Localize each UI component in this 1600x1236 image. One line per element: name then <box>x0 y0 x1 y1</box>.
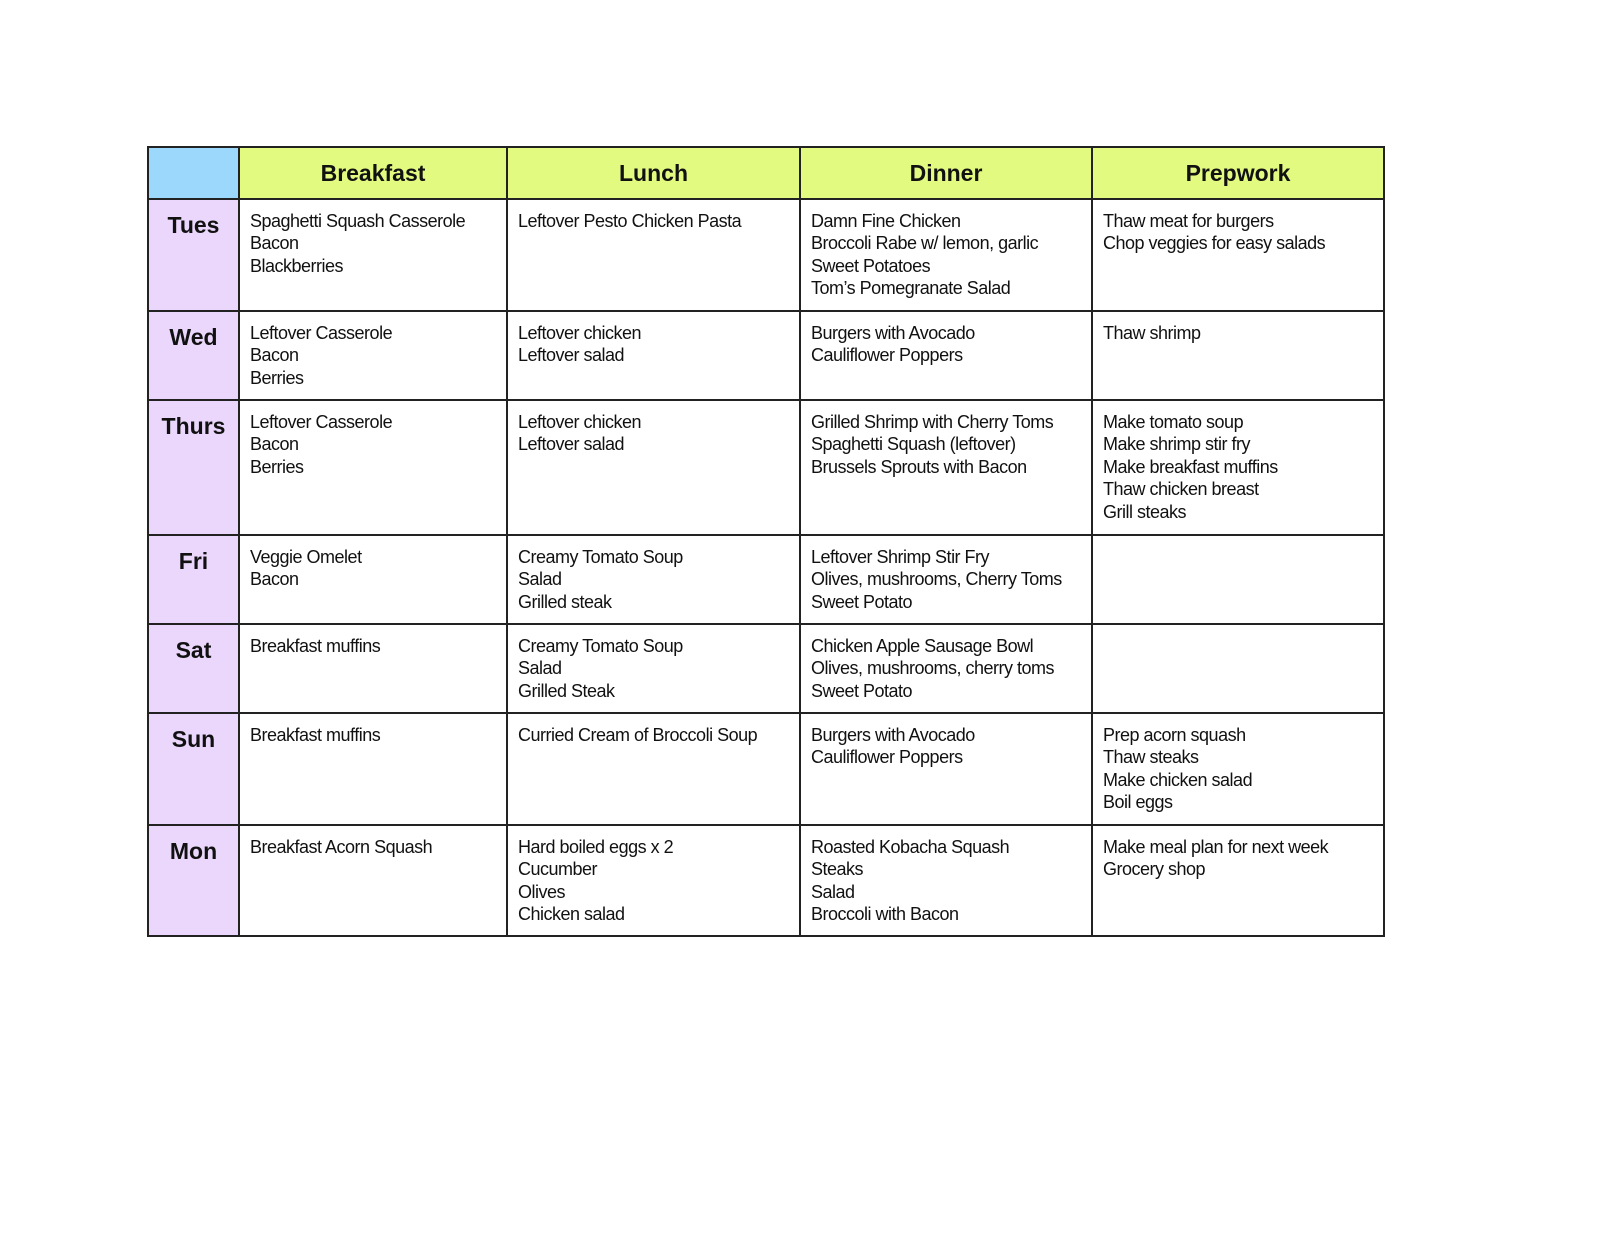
day-label: Wed <box>148 311 239 400</box>
breakfast-item: Leftover Casserole <box>250 323 393 343</box>
lunch-item: Grilled Steak <box>518 680 615 701</box>
dinner-cell <box>800 713 1092 825</box>
dinner-item: Olives, mushrooms, cherry toms <box>811 658 1055 679</box>
lunch-item: Creamy Tomato Soup <box>518 547 683 567</box>
dinner-item: Steaks <box>811 859 864 880</box>
prepwork-item: Make chicken salad <box>1103 769 1253 790</box>
dinner-item: Sweet Potatoes <box>811 255 931 276</box>
prepwork-item: Thaw shrimp <box>1103 323 1201 343</box>
breakfast-cell <box>239 400 507 535</box>
prepwork-cell <box>1092 624 1384 713</box>
dinner-item: Grilled Shrimp with Cherry Toms <box>811 412 1054 432</box>
prepwork-item: Grill steaks <box>1103 501 1187 522</box>
lunch-item: Salad <box>518 658 562 679</box>
prepwork-cell <box>1092 311 1384 400</box>
breakfast-item: Bacon <box>250 434 299 455</box>
breakfast-item: Bacon <box>250 345 299 366</box>
lunch-cell <box>507 624 800 713</box>
lunch-item: Salad <box>518 569 562 590</box>
lunch-cell <box>507 825 800 936</box>
dinner-item: Olives, mushrooms, Cherry Toms <box>811 569 1062 590</box>
prepwork-item: Make meal plan for next week <box>1103 837 1329 857</box>
breakfast-item: Breakfast Acorn Squash <box>250 837 433 857</box>
prepwork-cell <box>1092 825 1384 936</box>
dinner-item: Broccoli Rabe w/ lemon, garlic <box>811 233 1039 254</box>
breakfast-cell <box>239 535 507 624</box>
dinner-cell <box>800 199 1092 311</box>
lunch-item: Grilled steak <box>518 591 612 612</box>
header-lunch: Lunch <box>507 147 800 199</box>
dinner-item: Leftover Shrimp Stir Fry <box>811 547 990 567</box>
dinner-item: Spaghetti Squash (leftover) <box>811 434 1016 455</box>
dinner-cell <box>800 400 1092 535</box>
dinner-cell <box>800 311 1092 400</box>
breakfast-item: Blackberries <box>250 255 344 276</box>
meal-plan-table <box>147 146 1385 937</box>
breakfast-item: Berries <box>250 367 304 388</box>
lunch-item: Creamy Tomato Soup <box>518 636 683 656</box>
table-row <box>148 624 1384 713</box>
dinner-item: Brussels Sprouts with Bacon <box>811 456 1027 477</box>
prepwork-item: Thaw steaks <box>1103 747 1199 768</box>
dinner-item: Damn Fine Chicken <box>811 211 961 231</box>
table-row <box>148 825 1384 936</box>
prepwork-item: Boil eggs <box>1103 792 1173 813</box>
prepwork-item: Prep acorn squash <box>1103 725 1246 745</box>
breakfast-cell <box>239 199 507 311</box>
dinner-item: Tom’s Pomegranate Salad <box>811 278 1011 299</box>
header-breakfast: Breakfast <box>239 147 507 199</box>
prepwork-item: Grocery shop <box>1103 859 1206 880</box>
dinner-item: Salad <box>811 881 855 902</box>
breakfast-item: Veggie Omelet <box>250 547 362 567</box>
lunch-item: Olives <box>518 881 566 902</box>
day-label: Mon <box>148 825 239 936</box>
corner-cell <box>148 147 239 199</box>
day-label: Sun <box>148 713 239 825</box>
lunch-cell <box>507 535 800 624</box>
dinner-item: Roasted Kobacha Squash <box>811 837 1010 857</box>
day-label: Tues <box>148 199 239 311</box>
table-row <box>148 311 1384 400</box>
dinner-cell <box>800 825 1092 936</box>
dinner-cell <box>800 535 1092 624</box>
lunch-item: Leftover chicken <box>518 412 642 432</box>
lunch-item: Leftover chicken <box>518 323 642 343</box>
lunch-item: Cucumber <box>518 859 598 880</box>
prepwork-cell <box>1092 535 1384 624</box>
lunch-item: Leftover Pesto Chicken Pasta <box>518 211 742 231</box>
lunch-cell <box>507 713 800 825</box>
breakfast-cell <box>239 713 507 825</box>
prepwork-cell <box>1092 713 1384 825</box>
lunch-cell <box>507 311 800 400</box>
lunch-item: Hard boiled eggs x 2 <box>518 837 674 857</box>
day-label: Fri <box>148 535 239 624</box>
breakfast-item: Spaghetti Squash Casserole <box>250 211 466 231</box>
dinner-item: Sweet Potato <box>811 591 913 612</box>
dinner-item: Cauliflower Poppers <box>811 345 963 366</box>
breakfast-item: Berries <box>250 456 304 477</box>
lunch-item: Leftover salad <box>518 434 625 455</box>
table-row <box>148 535 1384 624</box>
table-row <box>148 199 1384 311</box>
dinner-item: Burgers with Avocado <box>811 725 975 745</box>
breakfast-cell <box>239 311 507 400</box>
lunch-item: Chicken salad <box>518 904 625 925</box>
dinner-cell <box>800 624 1092 713</box>
dinner-item: Chicken Apple Sausage Bowl <box>811 636 1034 656</box>
lunch-item: Leftover salad <box>518 345 625 366</box>
header-dinner: Dinner <box>800 147 1092 199</box>
day-label: Thurs <box>148 400 239 535</box>
lunch-cell <box>507 199 800 311</box>
prepwork-item: Make shrimp stir fry <box>1103 434 1251 455</box>
table-row <box>148 713 1384 825</box>
day-label: Sat <box>148 624 239 713</box>
prepwork-item: Make breakfast muffins <box>1103 456 1278 477</box>
breakfast-cell <box>239 624 507 713</box>
meal-plan-body <box>148 199 1384 936</box>
prepwork-cell <box>1092 400 1384 535</box>
prepwork-item: Thaw meat for burgers <box>1103 211 1274 231</box>
breakfast-item: Bacon <box>250 569 299 590</box>
breakfast-item: Breakfast muffins <box>250 725 381 745</box>
breakfast-item: Bacon <box>250 233 299 254</box>
breakfast-cell <box>239 825 507 936</box>
table-row <box>148 400 1384 535</box>
prepwork-cell <box>1092 199 1384 311</box>
dinner-item: Cauliflower Poppers <box>811 747 963 768</box>
lunch-cell <box>507 400 800 535</box>
dinner-item: Burgers with Avocado <box>811 323 975 343</box>
prepwork-item: Thaw chicken breast <box>1103 479 1259 500</box>
dinner-item: Broccoli with Bacon <box>811 904 959 925</box>
prepwork-item: Make tomato soup <box>1103 412 1244 432</box>
breakfast-item: Breakfast muffins <box>250 636 381 656</box>
prepwork-item: Chop veggies for easy salads <box>1103 233 1326 254</box>
lunch-item: Curried Cream of Broccoli Soup <box>518 725 758 745</box>
dinner-item: Sweet Potato <box>811 680 913 701</box>
header-row <box>148 147 1384 199</box>
header-prepwork: Prepwork <box>1092 147 1384 199</box>
breakfast-item: Leftover Casserole <box>250 412 393 432</box>
